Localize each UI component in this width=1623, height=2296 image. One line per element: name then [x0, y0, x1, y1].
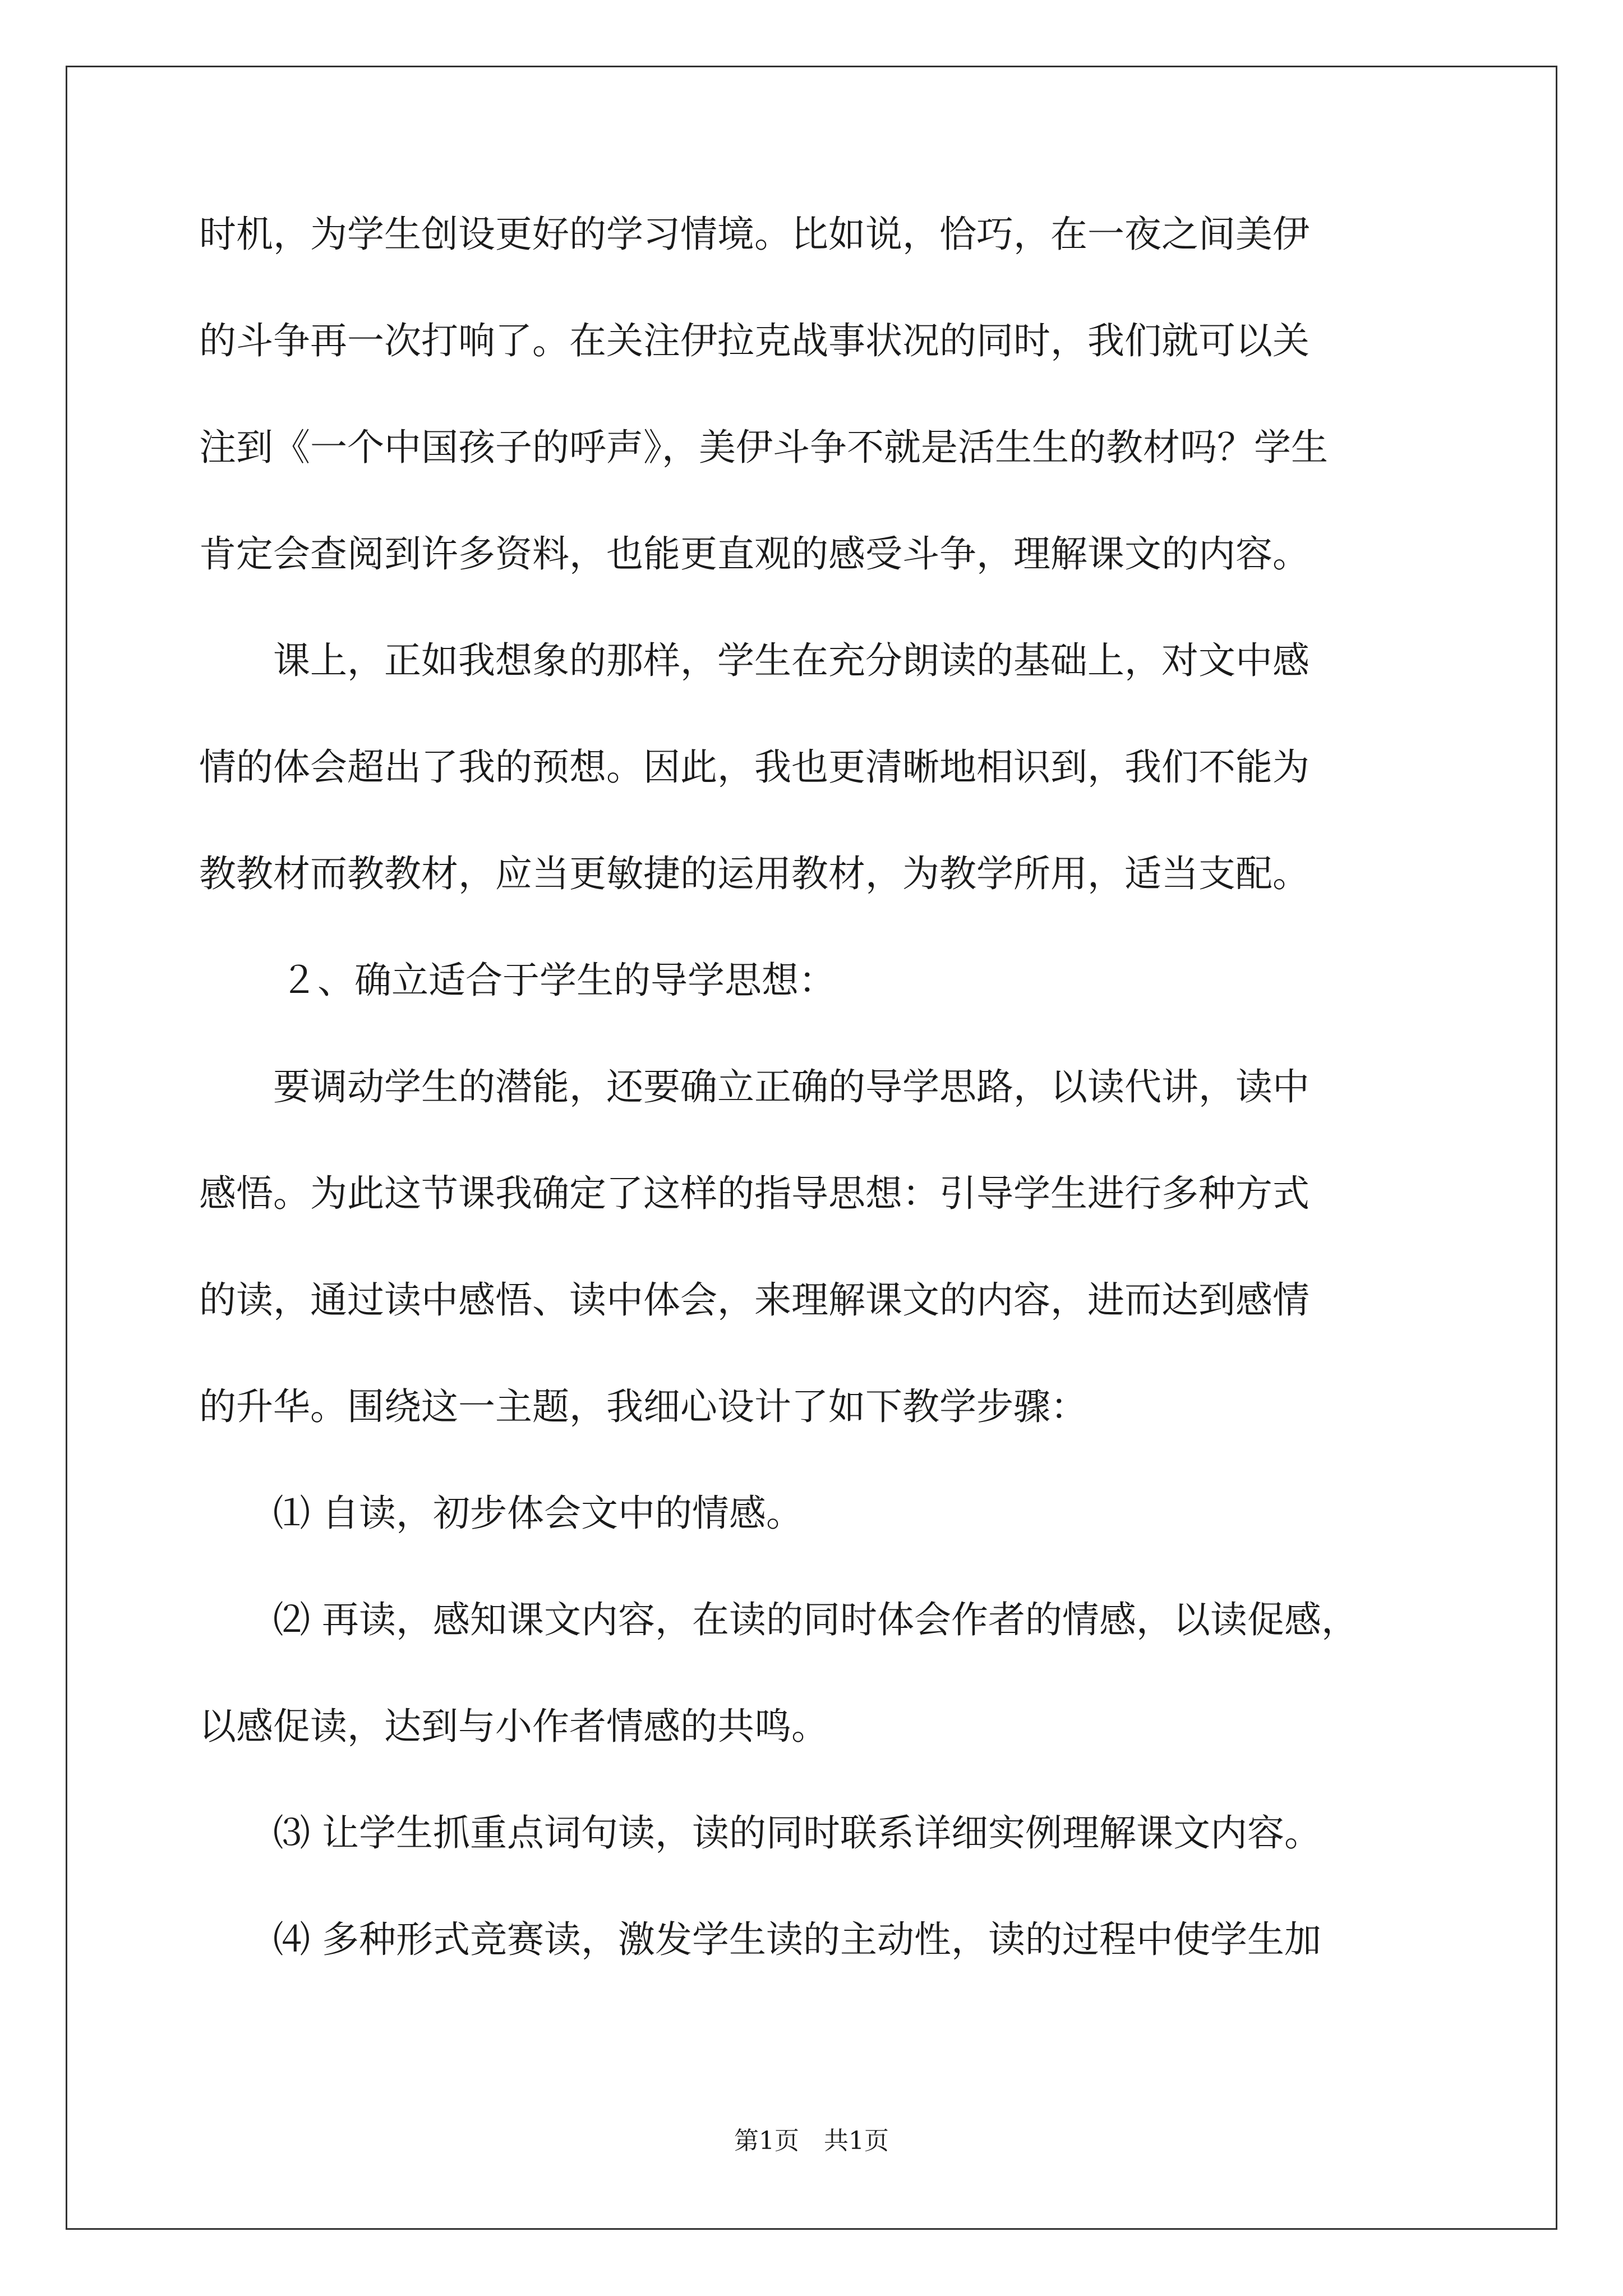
- text-line: 教教材而教教材，应当更敏捷的运用教材，为教学所用，适当支配。: [199, 852, 1310, 895]
- page-border: [66, 66, 1557, 2230]
- text-line: 肯定会查阅到许多资料，也能更直观的感受斗争，理解课文的内容。: [199, 532, 1310, 576]
- text-line: 情的体会超出了我的预想。因此，我也更清晰地相识到，我们不能为: [199, 746, 1310, 789]
- text-line: 感悟。为此这节课我确定了这样的指导思想：引导学生进行多种方式: [199, 1172, 1310, 1215]
- list-item: ⑷ 多种形式竞赛读，激发学生读的主动性，读的过程中使学生加: [273, 1918, 1321, 1961]
- list-item: ⑴ 自读，初步体会文中的情感。: [273, 1492, 803, 1535]
- text-line: 课上，正如我想象的那样，学生在充分朗读的基础上，对文中感: [273, 639, 1310, 682]
- list-item: ⑵ 再读，感知课文内容，在读的同时体会作者的情感，以读促感，: [273, 1598, 1358, 1641]
- text-line: 时机，为学生创设更好的学习情境。比如说，恰巧，在一夜之间美伊: [199, 213, 1310, 256]
- list-item: ⑶ 让学生抓重点词句读，读的同时联系详细实例理解课文内容。: [273, 1811, 1321, 1855]
- section-heading: ２、确立适合于学生的导学思想：: [280, 959, 836, 1002]
- text-line: 的读，通过读中感悟、读中体会，来理解课文的内容，进而达到感情: [199, 1278, 1310, 1322]
- text-line: 以感促读，达到与小作者情感的共鸣。: [199, 1705, 828, 1748]
- page-footer: 第1页 共1页: [734, 2127, 889, 2155]
- text-line: 要调动学生的潜能，还要确立正确的导学思路，以读代讲，读中: [273, 1065, 1310, 1108]
- text-line: 注到《一个中国孩子的呼声》，美伊斗争不就是活生生的教材吗？学生: [199, 426, 1328, 469]
- text-line: 的升华。围绕这一主题，我细心设计了如下教学步骤：: [199, 1385, 1087, 1428]
- text-line: 的斗争再一次打响了。在关注伊拉克战事状况的同时，我们就可以关: [199, 319, 1310, 362]
